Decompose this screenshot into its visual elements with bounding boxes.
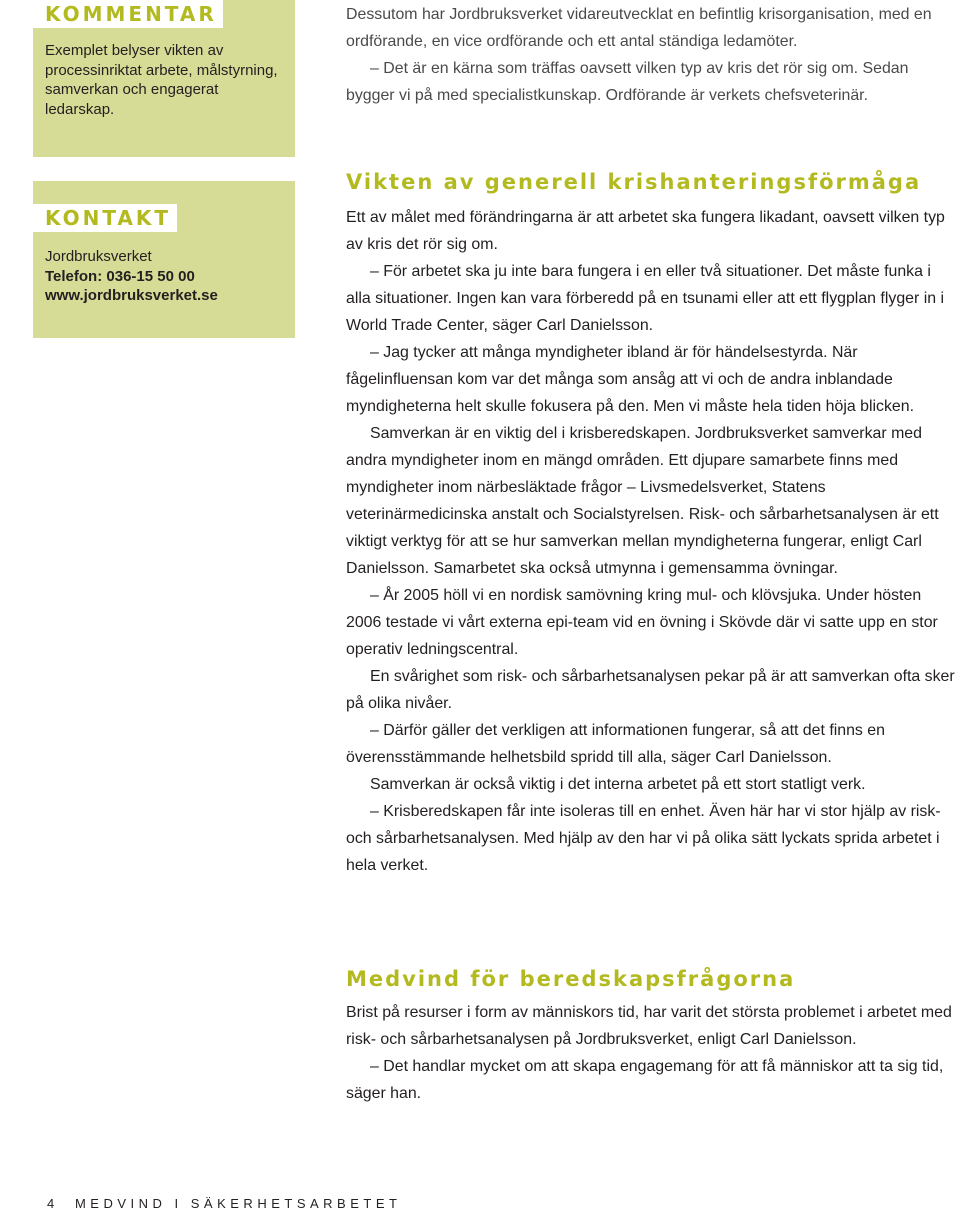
body-paragraph: – För arbetet ska ju inte bara fungera i en eller två situationer. Det måste funka i alla situationer. Ingen kan vara förberedd på en tsunami eller att ett flygplan flyger in i World Trade Center, säger Carl Danielsson. <box>346 263 945 334</box>
body-paragraph: Brist på resurser i form av människors tid, har varit det största problemet i arbetet med risk- och sårbarhetsanalysen på Jordbruksverket, enligt Carl Danielsson. <box>346 1004 952 1048</box>
body-paragraph: Samverkan är en viktig del i krisberedskapen. Jordbruksverket samverkar med andra myndigheter inom en mängd områden. Ett djupare samarbete finns med myndigheter inom närbesläktade frågor – Livsmedelsverket, Statens veterinärmedicinska anstalt och Socialstyrelsen. Risk- och sårbarhetsanalysen är ett viktigt verktyg för att se hur samverkan mellan myndigheterna fungerar, enligt Carl Danielsson. Samarbetet ska också utmynna i gemensamma övningar. <box>346 425 939 577</box>
kontakt-website-link[interactable]: www.jordbruksverket.se <box>45 287 218 304</box>
intro-block <box>346 1 958 109</box>
kontakt-box <box>33 181 295 338</box>
page-footer <box>47 1196 401 1211</box>
section-heading-vikten: Vikten av generell krishanteringsförmåga <box>346 170 922 194</box>
body-paragraph: – År 2005 höll vi en nordisk samövning kring mul- och klövsjuka. Under hösten 2006 testade vi vårt externa epi-team vid en övning i Skövde där vi satte upp en stor operativ ledningscentral. <box>346 587 938 658</box>
body-paragraph: Ett av målet med förändringarna är att arbetet ska fungera likadant, oavsett vilken typ av kris det rör sig om. <box>346 209 945 253</box>
publication-title: MEDVIND I SÄKERHETSARBETET <box>74 1196 402 1211</box>
body-paragraph: – Jag tycker att många myndigheter ibland är för händelsestyrda. När fågelinfluensan kom var det många som ansåg att vi och de andra inblandade myndigheterna helt skulle fokusera på den. Men vi måste hela tiden höja blicken. <box>346 344 914 415</box>
kommentar-heading: KOMMENTAR <box>33 0 223 28</box>
body-paragraph: – Det handlar mycket om att skapa engagemang för att få människor att ta sig tid, säger han. <box>346 1058 944 1102</box>
kommentar-box <box>33 0 295 157</box>
intro-paragraph-2: – Det är en kärna som träffas oavsett vilken typ av kris det rör sig om. Sedan bygger vi på med specialistkunskap. Ordförande är verkets chefsveterinär. <box>346 60 909 104</box>
body-paragraph: En svårighet som risk- och sårbarhetsanalysen pekar på är att samverkan ofta sker på olika nivåer. <box>346 668 955 712</box>
section-vikten <box>346 168 958 879</box>
kontakt-phone: Telefon: 036-15 50 00 <box>45 267 195 285</box>
intro-paragraph-1: Dessutom har Jordbruksverket vidareutvecklat en befintlig krisorganisation, med en ordförande, en vice ordförande och ett antal ständiga ledamöter. <box>346 6 932 50</box>
section-heading-medvind: Medvind för beredskapsfrågorna <box>346 967 796 991</box>
kontakt-details <box>45 247 287 306</box>
body-paragraph: – Därför gäller det verkligen att informationen fungerar, så att det finns en överensstämmande helhetsbild spridd till alla, säger Carl Danielsson. <box>346 722 885 766</box>
body-paragraph: Samverkan är också viktig i det interna arbetet på ett stort statligt verk. <box>370 776 866 793</box>
page-number: 4 <box>47 1196 59 1211</box>
section-medvind <box>346 965 958 1107</box>
kontakt-heading: KONTAKT <box>33 204 177 232</box>
body-paragraph: – Krisberedskapen får inte isoleras till en enhet. Även här har vi stor hjälp av risk- och sårbarhetsanalysen. Med hjälp av den har vi på olika sätt lyckats sprida arbetet i hela verket. <box>346 803 941 874</box>
kontakt-org: Jordbruksverket <box>45 248 152 265</box>
kommentar-text: Exemplet belyser vikten av processinriktat arbete, målstyrning, samverkan och engagerat ledarskap. <box>45 42 278 118</box>
